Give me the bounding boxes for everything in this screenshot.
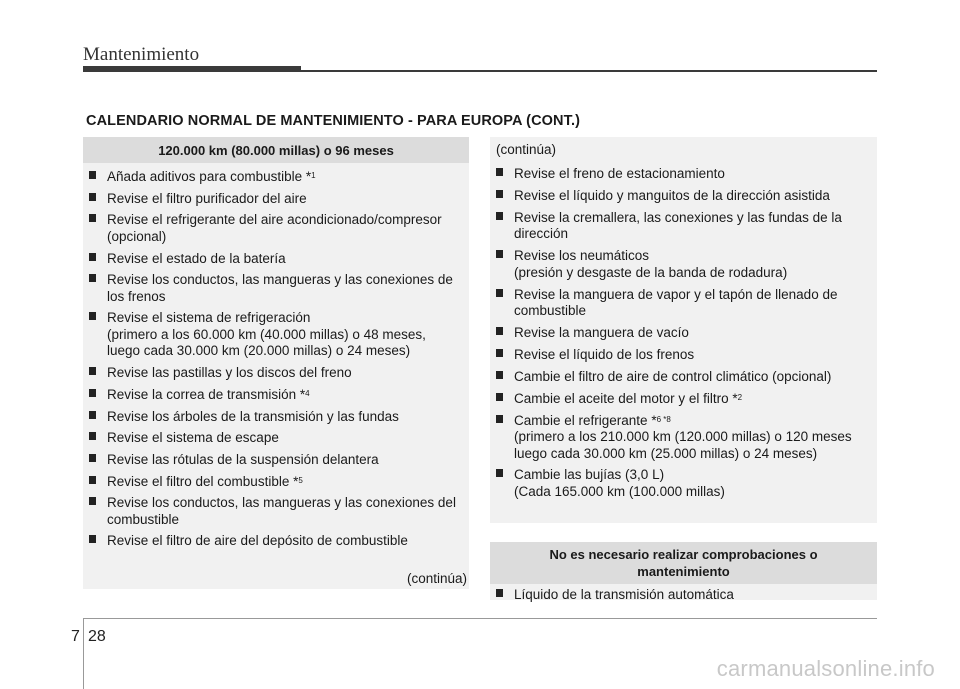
- checklist-item: [89, 191, 463, 208]
- no-check-box: [490, 542, 877, 600]
- checkbox-bullet-icon: [89, 253, 97, 263]
- checklist-item-line: Revise el refrigerante del aire acondicionado/compresor: [107, 212, 442, 228]
- checklist-item: [496, 413, 871, 463]
- checkbox-bullet-icon: [89, 274, 97, 284]
- checklist-item-line: combustible: [514, 303, 587, 319]
- checklist-item: [89, 272, 463, 305]
- checkbox-bullet-icon: [89, 535, 97, 545]
- checklist-item-text: Revise el filtro del combustible *: [107, 473, 299, 489]
- left-schedule-box: [83, 137, 469, 589]
- no-check-heading-line2: mantenimiento: [637, 564, 730, 579]
- checklist-item-line: Revise los neumáticos: [514, 248, 650, 264]
- checklist-item-line: Revise los árboles de la transmisión y las fundas: [107, 408, 399, 424]
- checklist-item-line: Revise el filtro purificador del aire: [107, 190, 307, 206]
- checklist-item: [496, 467, 871, 500]
- footnote-marker: 6 *8: [656, 414, 671, 424]
- checklist-item-line: los frenos: [107, 288, 166, 304]
- checklist-item-text: Cambie el refrigerante *: [514, 412, 657, 428]
- checklist-item-line: Cambie las bujías (3,0 L): [514, 467, 665, 483]
- checkbox-bullet-icon: [89, 389, 97, 399]
- checklist-item-line: [107, 387, 463, 404]
- checklist-item: [496, 248, 871, 281]
- left-box-heading: 120.000 km (80.000 millas) o 96 meses: [83, 137, 469, 163]
- checkbox-bullet-icon: [496, 393, 504, 403]
- checkbox-bullet-icon: [496, 469, 504, 479]
- checkbox-bullet-icon: [496, 289, 504, 299]
- checklist-item-line: [514, 413, 871, 430]
- checklist-item: [89, 533, 463, 550]
- checkbox-bullet-icon: [89, 367, 97, 377]
- checkbox-bullet-icon: [496, 190, 504, 200]
- checklist-item: [89, 251, 463, 268]
- checklist-item-line: Revise el líquido y manguitos de la dirección asistida: [514, 187, 830, 203]
- checklist-item-line: (presión y desgaste de la banda de rodadura): [514, 264, 788, 280]
- checklist-item: [496, 325, 871, 342]
- no-check-heading-line1: No es necesario realizar comprobaciones o: [549, 547, 818, 562]
- checkbox-bullet-icon: [89, 312, 97, 322]
- checklist-item-line: luego cada 30.000 km (20.000 millas) o 24 meses): [107, 343, 411, 359]
- checklist-item-text: Revise la correa de transmisión *: [107, 386, 306, 402]
- checklist-item: [496, 188, 871, 205]
- checklist-item: [89, 409, 463, 426]
- checklist-item-line: [107, 169, 463, 186]
- checklist-item-line: (opcional): [107, 228, 167, 244]
- checklist-item: [496, 369, 871, 386]
- left-checklist: [83, 163, 469, 550]
- checklist-item-line: Revise el sistema de escape: [107, 430, 279, 446]
- checklist-item-line: Revise las pastillas y los discos del freno: [107, 365, 352, 381]
- checklist-item-line: Revise la cremallera, las conexiones y las fundas de la: [514, 209, 842, 225]
- checklist-item: [496, 347, 871, 364]
- checklist-item: [89, 430, 463, 447]
- checkbox-bullet-icon: [496, 212, 504, 222]
- checklist-item-line: (primero a los 60.000 km (40.000 millas) o 48 meses,: [107, 326, 426, 342]
- page-header-title: Mantenimiento: [83, 44, 200, 65]
- watermark: carmanualsonline.info: [716, 656, 935, 681]
- checkbox-bullet-icon: [89, 497, 97, 507]
- checklist-item: [89, 310, 463, 360]
- checklist-item: [496, 166, 871, 183]
- checkbox-bullet-icon: [89, 171, 97, 181]
- right-checklist: [490, 158, 877, 500]
- left-continued-label: (continúa): [406, 571, 467, 586]
- footnote-marker: 5: [298, 475, 303, 485]
- checklist-item-line: (Cada 165.000 km (100.000 millas): [514, 483, 725, 499]
- checklist-item-line: Revise el sistema de refrigeración: [107, 310, 311, 326]
- checklist-item: [89, 365, 463, 382]
- checklist-item: [496, 210, 871, 243]
- footnote-marker: 4: [305, 388, 310, 398]
- checklist-item-line: Líquido de la transmisión automática: [514, 587, 734, 602]
- checklist-item-line: Revise el filtro de aire del depósito de combustible: [107, 533, 408, 549]
- right-schedule-box: [490, 137, 877, 523]
- checklist-item-line: Revise el estado de la batería: [107, 250, 286, 266]
- footer-page-number: 28: [88, 628, 106, 645]
- checklist-item: [496, 391, 871, 408]
- checkbox-bullet-icon: [89, 432, 97, 442]
- checkbox-bullet-icon: [496, 250, 504, 260]
- checklist-item-line: luego cada 30.000 km (25.000 millas) o 24 meses): [514, 445, 818, 461]
- checklist-item-line: [107, 474, 463, 491]
- checklist-item-text: Añada aditivos para combustible *: [107, 169, 312, 184]
- checklist-item-line: Revise los conductos, las mangueras y las conexiones de: [107, 272, 453, 288]
- checkbox-bullet-icon: [496, 415, 504, 425]
- checklist-item: [496, 587, 871, 604]
- checkbox-bullet-icon: [496, 349, 504, 359]
- checkbox-bullet-icon: [496, 589, 504, 599]
- checklist-item-text: Cambie el aceite del motor y el filtro *: [514, 390, 738, 406]
- no-check-list: [490, 584, 877, 604]
- checklist-item-line: dirección: [514, 226, 569, 242]
- footer-rule-vertical: [83, 618, 84, 689]
- checklist-item: [89, 452, 463, 469]
- checklist-item-line: combustible: [107, 511, 180, 527]
- header-rule-thin: [301, 70, 877, 72]
- footnote-marker: 1: [311, 171, 316, 180]
- checklist-item-line: Revise el freno de estacionamiento: [514, 166, 725, 181]
- checklist-item-line: Revise los conductos, las mangueras y las conexiones del: [107, 495, 456, 511]
- checkbox-bullet-icon: [89, 411, 97, 421]
- section-title: CALENDARIO NORMAL DE MANTENIMIENTO - PARA EUROPA (CONT.): [86, 113, 581, 129]
- header-rule-thick: [83, 66, 301, 72]
- checklist-item: [89, 495, 463, 528]
- checklist-item: [496, 287, 871, 320]
- no-check-heading: [490, 542, 877, 584]
- footnote-marker: 2: [737, 392, 743, 402]
- checkbox-bullet-icon: [496, 168, 504, 178]
- footer-chapter-number: 7: [71, 628, 80, 645]
- checklist-item: [89, 169, 463, 186]
- checklist-item-line: Revise el líquido de los frenos: [514, 346, 695, 362]
- right-continued-label: (continúa): [496, 142, 557, 157]
- checkbox-bullet-icon: [89, 193, 97, 203]
- checkbox-bullet-icon: [89, 454, 97, 464]
- checklist-item-line: (primero a los 210.000 km (120.000 millas) o 120 meses: [514, 429, 852, 445]
- checklist-item-line: [514, 391, 871, 408]
- checkbox-bullet-icon: [89, 214, 97, 224]
- checkbox-bullet-icon: [89, 476, 97, 486]
- checkbox-bullet-icon: [496, 327, 504, 337]
- footer-rule-horizontal: [83, 618, 877, 619]
- checklist-item: [89, 387, 463, 404]
- checklist-item: [89, 474, 463, 491]
- checklist-item: [89, 212, 463, 245]
- checklist-item-line: Cambie el filtro de aire de control climático (opcional): [514, 368, 832, 384]
- checklist-item-line: Revise la manguera de vapor y el tapón de llenado de: [514, 286, 838, 302]
- checklist-item-line: Revise la manguera de vacío: [514, 324, 689, 340]
- checkbox-bullet-icon: [496, 371, 504, 381]
- checklist-item-line: Revise las rótulas de la suspensión delantera: [107, 451, 379, 467]
